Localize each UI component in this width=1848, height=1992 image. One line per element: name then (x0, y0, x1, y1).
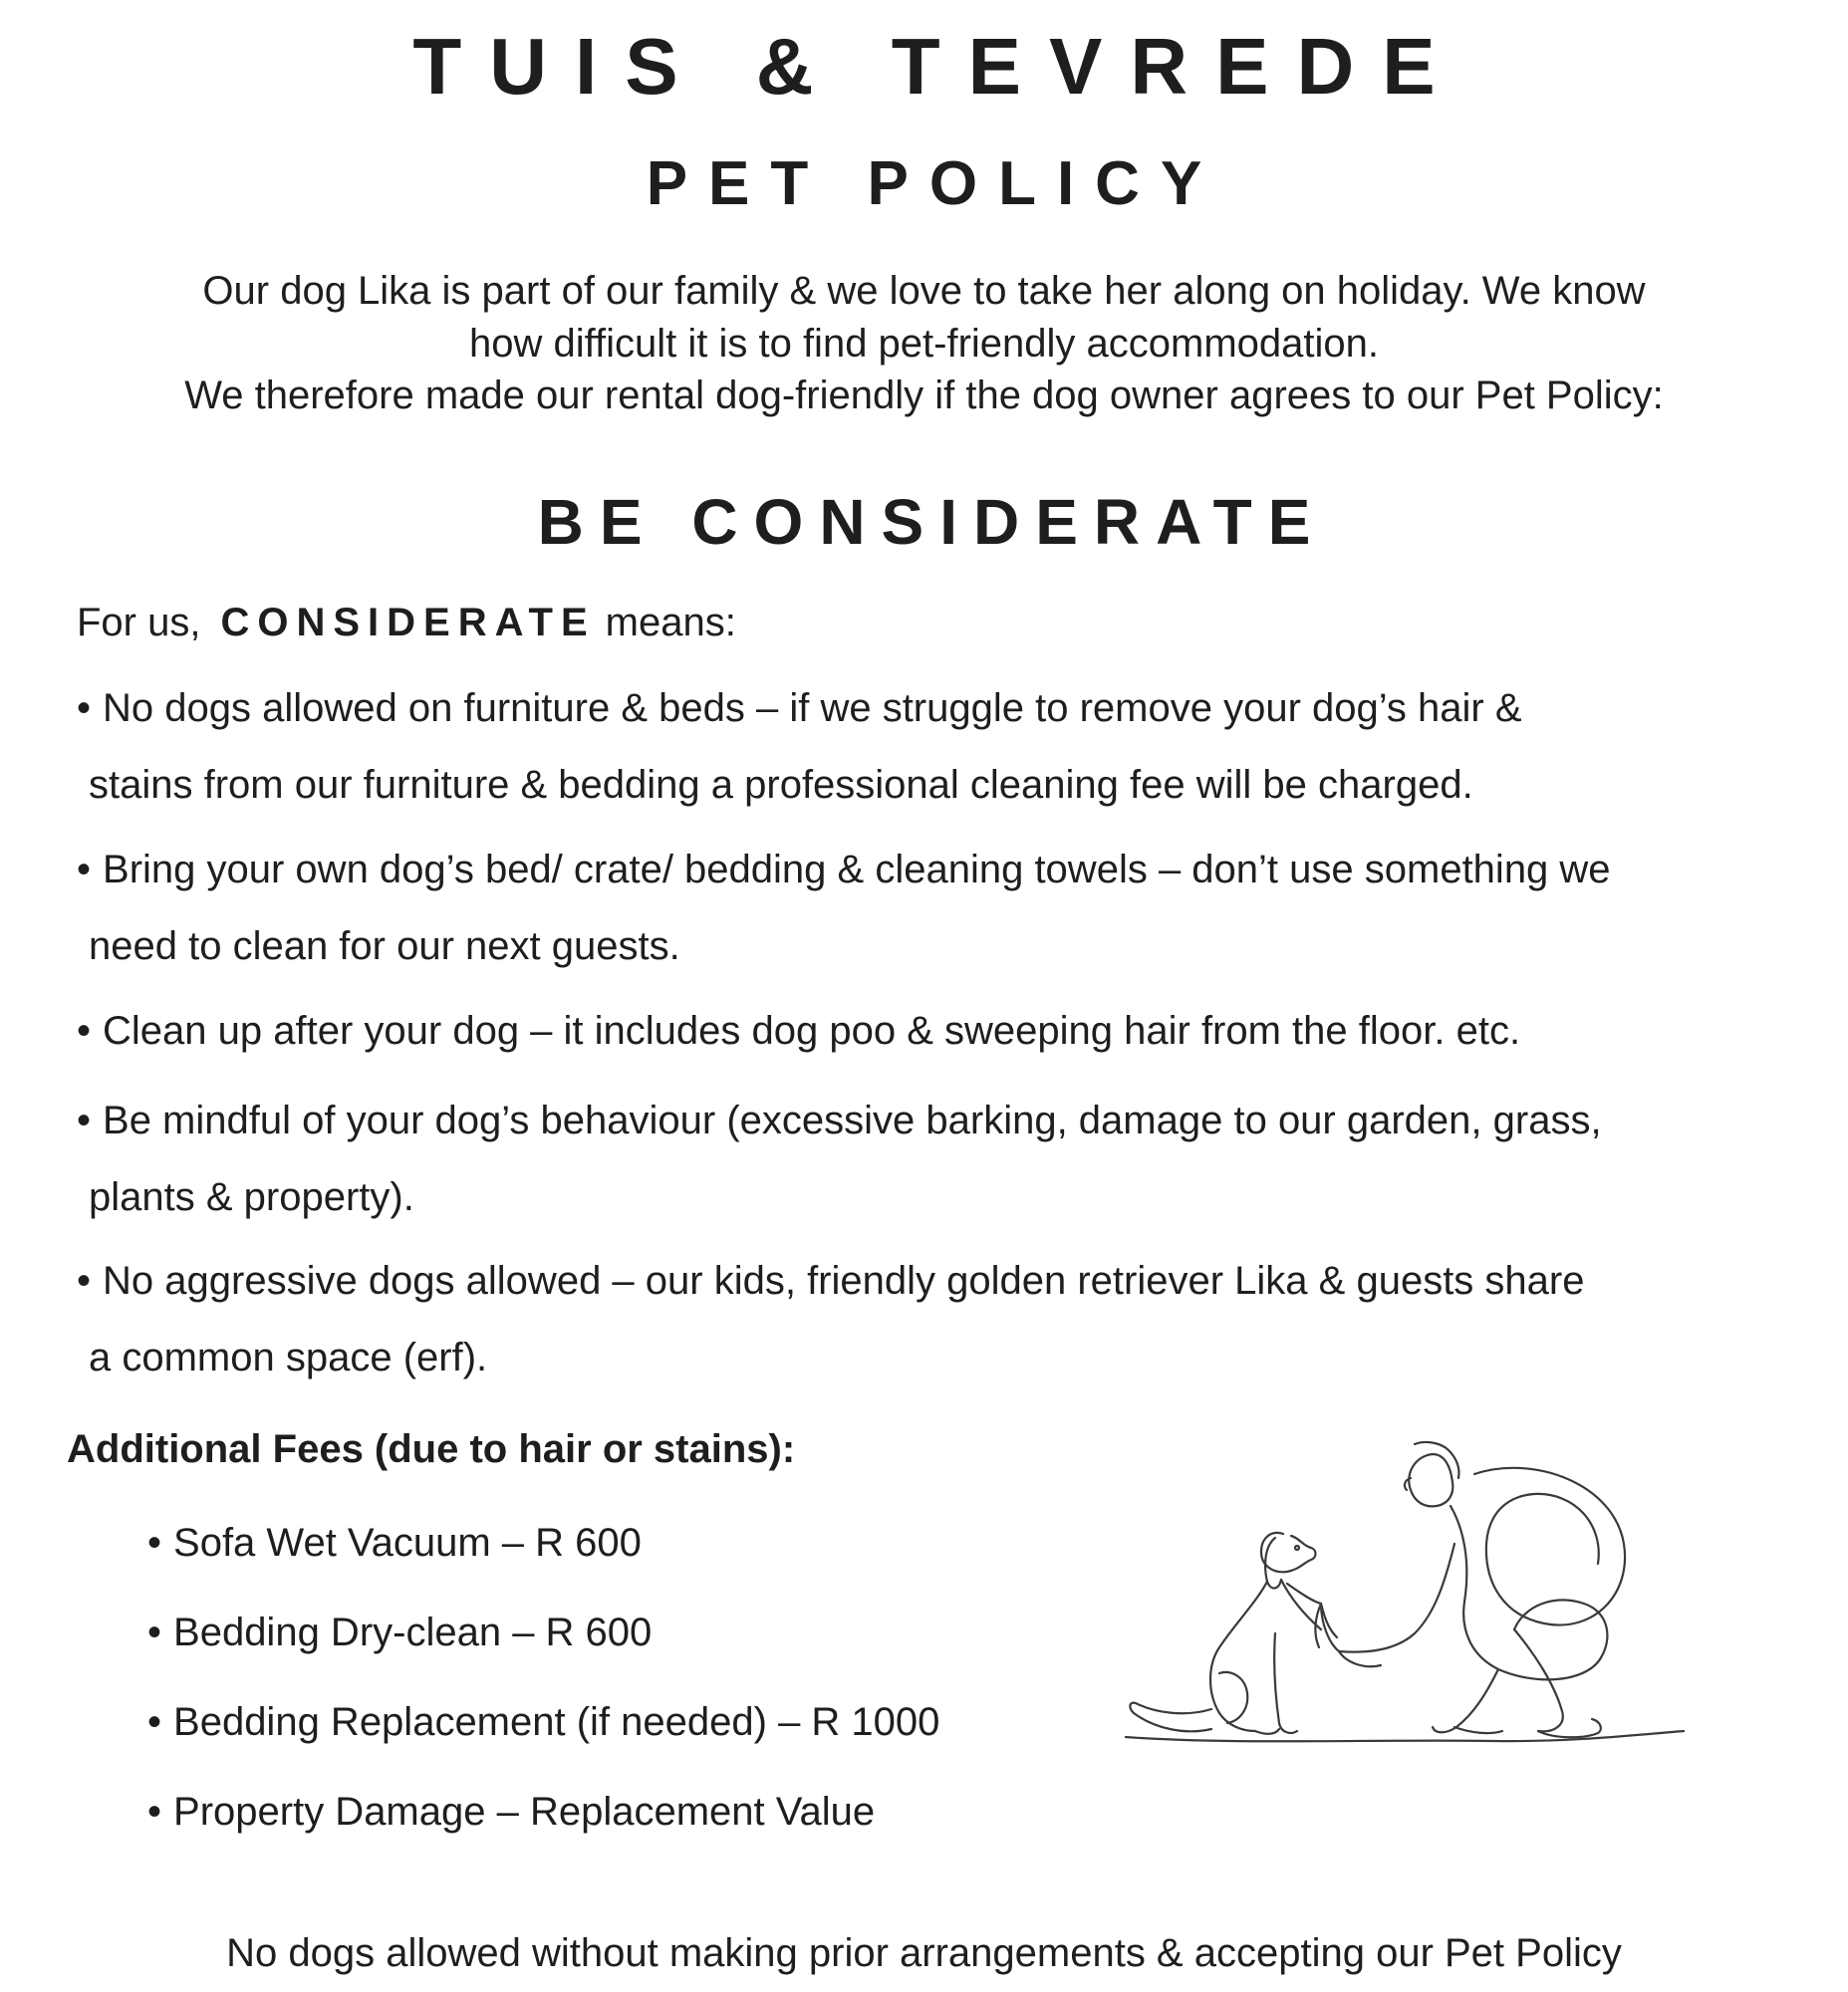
bullet-icon: • (147, 1521, 162, 1565)
person-head (1409, 1454, 1452, 1506)
rule-text: Clean up after your dog – it includes dog poo & sweeping hair from the floor. etc. (103, 1009, 1521, 1053)
rule-item (77, 1083, 1602, 1236)
dog-high-five-illustration (1116, 1434, 1694, 1773)
fee-text: Bedding Dry-clean – R 600 (173, 1611, 653, 1654)
dog-ear (1265, 1538, 1281, 1589)
rule-text: No dogs allowed on furniture & beds – if we struggle to remove your dog’s hair & (103, 686, 1522, 730)
rule-item (77, 832, 1611, 985)
rule-text-continued: need to clean for our next guests. (89, 924, 680, 968)
person-arm (1339, 1544, 1454, 1652)
bullet-icon: • (77, 848, 92, 891)
rule-item (77, 993, 1520, 1070)
rule-text-continued: a common space (erf). (89, 1336, 488, 1379)
footer-note: No dogs allowed without making prior arrangements & accepting our Pet Policy (226, 1931, 1622, 1975)
fee-item (147, 1516, 642, 1570)
fees-heading: Additional Fees (due to hair or stains): (67, 1427, 796, 1471)
intro-paragraph (0, 265, 1848, 422)
lead-suffix: means: (605, 601, 736, 644)
lead-prefix: For us, (77, 601, 201, 644)
rule-text: Be mindful of your dog’s behaviour (excessive barking, damage to our garden, grass, (103, 1099, 1602, 1142)
person-torso (1451, 1506, 1600, 1679)
rule-item (77, 1243, 1584, 1396)
lead-keyword: CONSIDERATE (220, 601, 596, 644)
bullet-icon: • (147, 1700, 162, 1744)
fee-item (147, 1785, 875, 1839)
bullet-icon: • (147, 1611, 162, 1654)
rule-text: No aggressive dogs allowed – our kids, friendly golden retriever Lika & guests share (103, 1259, 1585, 1303)
page-title: PET POLICY (646, 149, 1223, 218)
section-heading: BE CONSIDERATE (537, 486, 1327, 558)
fee-text: Bedding Replacement (if needed) – R 1000 (173, 1700, 940, 1744)
dog-head (1261, 1533, 1316, 1572)
bullet-icon: • (147, 1790, 162, 1834)
intro-line: Our dog Lika is part of our family & we love to take her along on holiday. We know (202, 269, 1646, 313)
dog-body (1210, 1582, 1267, 1731)
brand-title: TUIS & TEVREDE (412, 22, 1463, 111)
fee-item (147, 1695, 939, 1749)
bullet-icon: • (77, 686, 92, 730)
bullet-icon: • (77, 1099, 92, 1142)
rule-text-continued: plants & property). (89, 1175, 414, 1219)
considerate-lead (77, 596, 736, 649)
intro-line: We therefore made our rental dog-friendly if the dog owner agrees to our Pet Policy: (184, 374, 1664, 417)
fee-text: Sofa Wet Vacuum – R 600 (173, 1521, 642, 1565)
bullet-icon: • (77, 1259, 92, 1303)
rule-item (77, 670, 1522, 824)
intro-line: how difficult it is to find pet-friendly accommodation. (468, 321, 1380, 366)
fee-text: Property Damage – Replacement Value (173, 1790, 876, 1834)
dog-paw (1287, 1584, 1321, 1604)
hands (1321, 1604, 1339, 1651)
dog-tail (1130, 1703, 1211, 1732)
rule-text: Bring your own dog’s bed/ crate/ bedding & cleaning towels – don’t use something we (103, 848, 1611, 891)
bullet-icon: • (77, 1009, 92, 1053)
rule-text-continued: stains from our furniture & bedding a professional cleaning fee will be charged. (89, 763, 1473, 807)
fee-item (147, 1606, 652, 1659)
